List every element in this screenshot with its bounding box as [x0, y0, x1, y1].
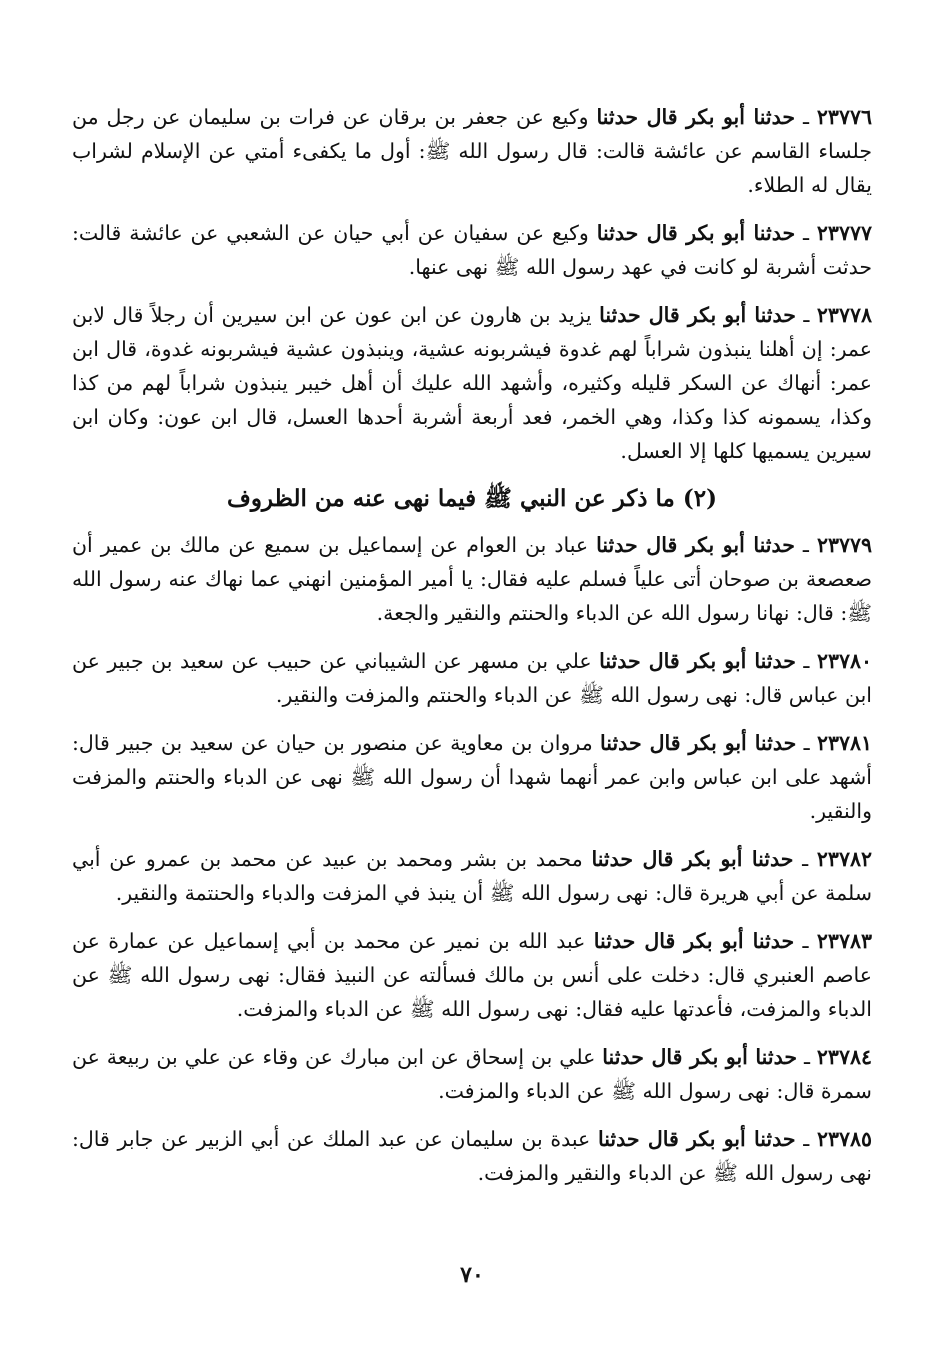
hadith-23784: ٢٣٧٨٤ ـ حدثنا أبو بكر قال حدثنا علي بن إسحاق عن ابن مبارك عن وقاء عن علي بن ربيعة عن سمرة قال: نهى رسول الله ﷺ عن الدباء والمزفت. [72, 1045, 872, 1103]
hadith-23780: ٢٣٧٨٠ ـ حدثنا أبو بكر قال حدثنا علي بن مسهر عن الشيباني عن حبيب عن سعيد بن جبير عن ابن عباس قال: نهى رسول الله ﷺ عن الدباء والحنتم والمزفت والنقير. [72, 649, 872, 707]
hadith-text: يزيد بن هارون عن ابن عون عن ابن سيرين أن رجلاً قال لابن عمر: إن أهلنا ينبذون شراباً لهم غدوة فيشربونه عشية، وينبذون عشية فيشربونه غدوة، قال ابن عمر: أنهاك عن السكر قليله وكثيره، وأشهد الله عليك أن أهل خيبر ينبذون شراباً لهم من كذا وكذا، يسمونه كذا وكذا، وهي الخمر، فعد أربعة أشربة أحدها العسل، قال ابن عون: وكان ابن سيرين يسميها كلها إلا العسل. [72, 303, 872, 463]
hadith-number: ٢٣٧٧٨ [816, 303, 872, 327]
hadith-isnad: حدثنا أبو بكر قال حدثنا [602, 1045, 797, 1069]
hadith-number: ٢٣٧٨٢ [816, 847, 872, 871]
hadith-text: مروان بن معاوية عن منصور بن حيان عن سعيد بن جبير قال: أشهد على ابن عباس وابن عمر أنهما شهدا أن رسول الله ﷺ نهى عن الدباء والحنتم والمزفت والنقير. [72, 731, 872, 823]
hadith-number: ٢٣٧٨٣ [816, 929, 872, 953]
hadith-text: علي بن إسحاق عن ابن مبارك عن وقاء عن علي بن ربيعة عن سمرة قال: نهى رسول الله ﷺ عن الدباء والمزفت. [72, 1045, 872, 1103]
hadith-number: ٢٣٧٨١ [816, 731, 872, 755]
hadith-text: عبدة بن سليمان عن عبد الملك عن أبي الزبير عن جابر قال: نهى رسول الله ﷺ عن الدباء والنقير والمزفت. [72, 1127, 872, 1185]
hadith-23779: ٢٣٧٧٩ ـ حدثنا أبو بكر قال حدثنا عباد بن العوام عن إسماعيل بن سميع عن مالك بن عمير أن صعصعة بن صوحان أتى علياً فسلم عليه فقال: يا أمير المؤمنين انهني عما نهاك عنه رسول الله ﷺ: قال: نهانا رسول الله عن الدباء والحنتم والنقير والجعة. [72, 533, 872, 625]
hadith-isnad: حدثنا أبو بكر قال حدثنا [593, 929, 795, 953]
hadith-number: ٢٣٧٨٥ [816, 1127, 872, 1151]
hadith-23776: ٢٣٧٧٦ ـ حدثنا أبو بكر قال حدثنا وكيع عن جعفر بن برقان عن فرات بن سليمان عن رجل من جلساء القاسم عن عائشة قالت: قال رسول الله ﷺ: أول ما يكفىء أمتي عن الإسلام لشراب يقال له الطلاء. [72, 105, 872, 197]
hadith-isnad: حدثنا أبو بكر قال حدثنا [596, 221, 796, 245]
page-number: ٧٠ [460, 1262, 484, 1288]
hadith-23778: ٢٣٧٧٨ ـ حدثنا أبو بكر قال حدثنا يزيد بن هارون عن ابن عون عن ابن سيرين أن رجلاً قال لابن عمر: إن أهلنا ينبذون شراباً لهم غدوة فيشربونه عشية، وينبذون عشية فيشربونه غدوة، قال ابن عمر: أنهاك عن السكر قليله وكثيره، وأشهد الله عليك أن أهل خيبر ينبذون شراباً لهم من كذا وكذا، يسمونه كذا وكذا، وهي الخمر، فعد أربعة أشربة أحدها العسل، قال ابن عون: وكان ابن سيرين يسميها كلها إلا العسل. [72, 303, 872, 463]
hadith-number: ٢٣٧٧٧ [816, 221, 872, 245]
hadith-text: عباد بن العوام عن إسماعيل بن سميع عن مالك بن عمير أن صعصعة بن صوحان أتى علياً فسلم عليه فقال: يا أمير المؤمنين انهني عما نهاك عنه رسول الله ﷺ: قال: نهانا رسول الله عن الدباء والحنتم والنقير والجعة. [72, 533, 872, 625]
hadith-isnad: حدثنا أبو بكر قال حدثنا [596, 105, 796, 129]
hadith-text: وكيع عن جعفر بن برقان عن فرات بن سليمان عن رجل من جلساء القاسم عن عائشة قالت: قال رسول الله ﷺ: أول ما يكفىء أمتي عن الإسلام لشراب يقال له الطلاء. [72, 105, 872, 197]
hadith-text: علي بن مسهر عن الشيباني عن حبيب عن سعيد بن جبير عن ابن عباس قال: نهى رسول الله ﷺ عن الدباء والحنتم والمزفت والنقير. [72, 649, 872, 707]
hadith-isnad: حدثنا أبو بكر قال حدثنا [596, 533, 795, 557]
hadith-number: ٢٣٧٧٦ [816, 105, 872, 129]
hadith-23782: ٢٣٧٨٢ ـ حدثنا أبو بكر قال حدثنا محمد بن بشر ومحمد بن عبيد عن محمد بن عمرو عن أبي سلمة عن أبي هريرة قال: نهى رسول الله ﷺ أن ينبذ في المزفت والدباء والحنتمة والنقير. [72, 847, 872, 905]
hadith-number: ٢٣٧٨٠ [816, 649, 872, 673]
hadith-isnad: حدثنا أبو بكر قال حدثنا [591, 847, 794, 871]
hadith-23785: ٢٣٧٨٥ ـ حدثنا أبو بكر قال حدثنا عبدة بن سليمان عن عبد الملك عن أبي الزبير عن جابر قال: نهى رسول الله ﷺ عن الدباء والنقير والمزفت. [72, 1127, 872, 1185]
hadith-isnad: حدثنا أبو بكر قال حدثنا [600, 731, 797, 755]
hadith-isnad: حدثنا أبو بكر قال حدثنا [599, 649, 796, 673]
hadith-text: عبد الله بن نمير عن محمد بن أبي إسماعيل عن عمارة عن عاصم العنبري قال: دخلت على أنس بن مالك فسألته عن النبيذ فقال: نهى رسول الله ﷺ عن الدباء والمزفت، فأعدتها عليه فقال: نهى رسول الله ﷺ عن الدباء والمزفت. [72, 929, 872, 1021]
hadith-text: وكيع عن سفيان عن أبي حيان عن الشعبي عن عائشة قالت: حدثت أشربة لو كانت في عهد رسول الله ﷺ نهى عنها. [72, 221, 872, 279]
hadith-isnad: حدثنا أبو بكر قال حدثنا [599, 303, 796, 327]
hadith-text: محمد بن بشر ومحمد بن عبيد عن محمد بن عمرو عن أبي سلمة عن أبي هريرة قال: نهى رسول الله ﷺ أن ينبذ في المزفت والدباء والحنتمة والنقير. [72, 847, 872, 905]
hadith-23781: ٢٣٧٨١ ـ حدثنا أبو بكر قال حدثنا مروان بن معاوية عن منصور بن حيان عن سعيد بن جبير قال: أشهد على ابن عباس وابن عمر أنهما شهدا أن رسول الله ﷺ نهى عن الدباء والحنتم والمزفت والنقير. [72, 731, 872, 823]
hadith-number: ٢٣٧٧٩ [816, 533, 872, 557]
hadith-number: ٢٣٧٨٤ [816, 1045, 872, 1069]
hadith-23777: ٢٣٧٧٧ ـ حدثنا أبو بكر قال حدثنا وكيع عن سفيان عن أبي حيان عن الشعبي عن عائشة قالت: حدثت أشربة لو كانت في عهد رسول الله ﷺ نهى عنها. [72, 221, 872, 279]
section-heading: (٢) ما ذكر عن النبي ﷺ فيما نهى عنه من الظروف [226, 485, 718, 512]
hadith-isnad: حدثنا أبو بكر قال حدثنا [597, 1127, 796, 1151]
hadith-23783: ٢٣٧٨٣ ـ حدثنا أبو بكر قال حدثنا عبد الله بن نمير عن محمد بن أبي إسماعيل عن عمارة عن عاصم العنبري قال: دخلت على أنس بن مالك فسألته عن النبيذ فقال: نهى رسول الله ﷺ عن الدباء والمزفت، فأعدتها عليه فقال: نهى رسول الله ﷺ عن الدباء والمزفت. [72, 929, 872, 1021]
page-body [72, 100, 872, 1204]
